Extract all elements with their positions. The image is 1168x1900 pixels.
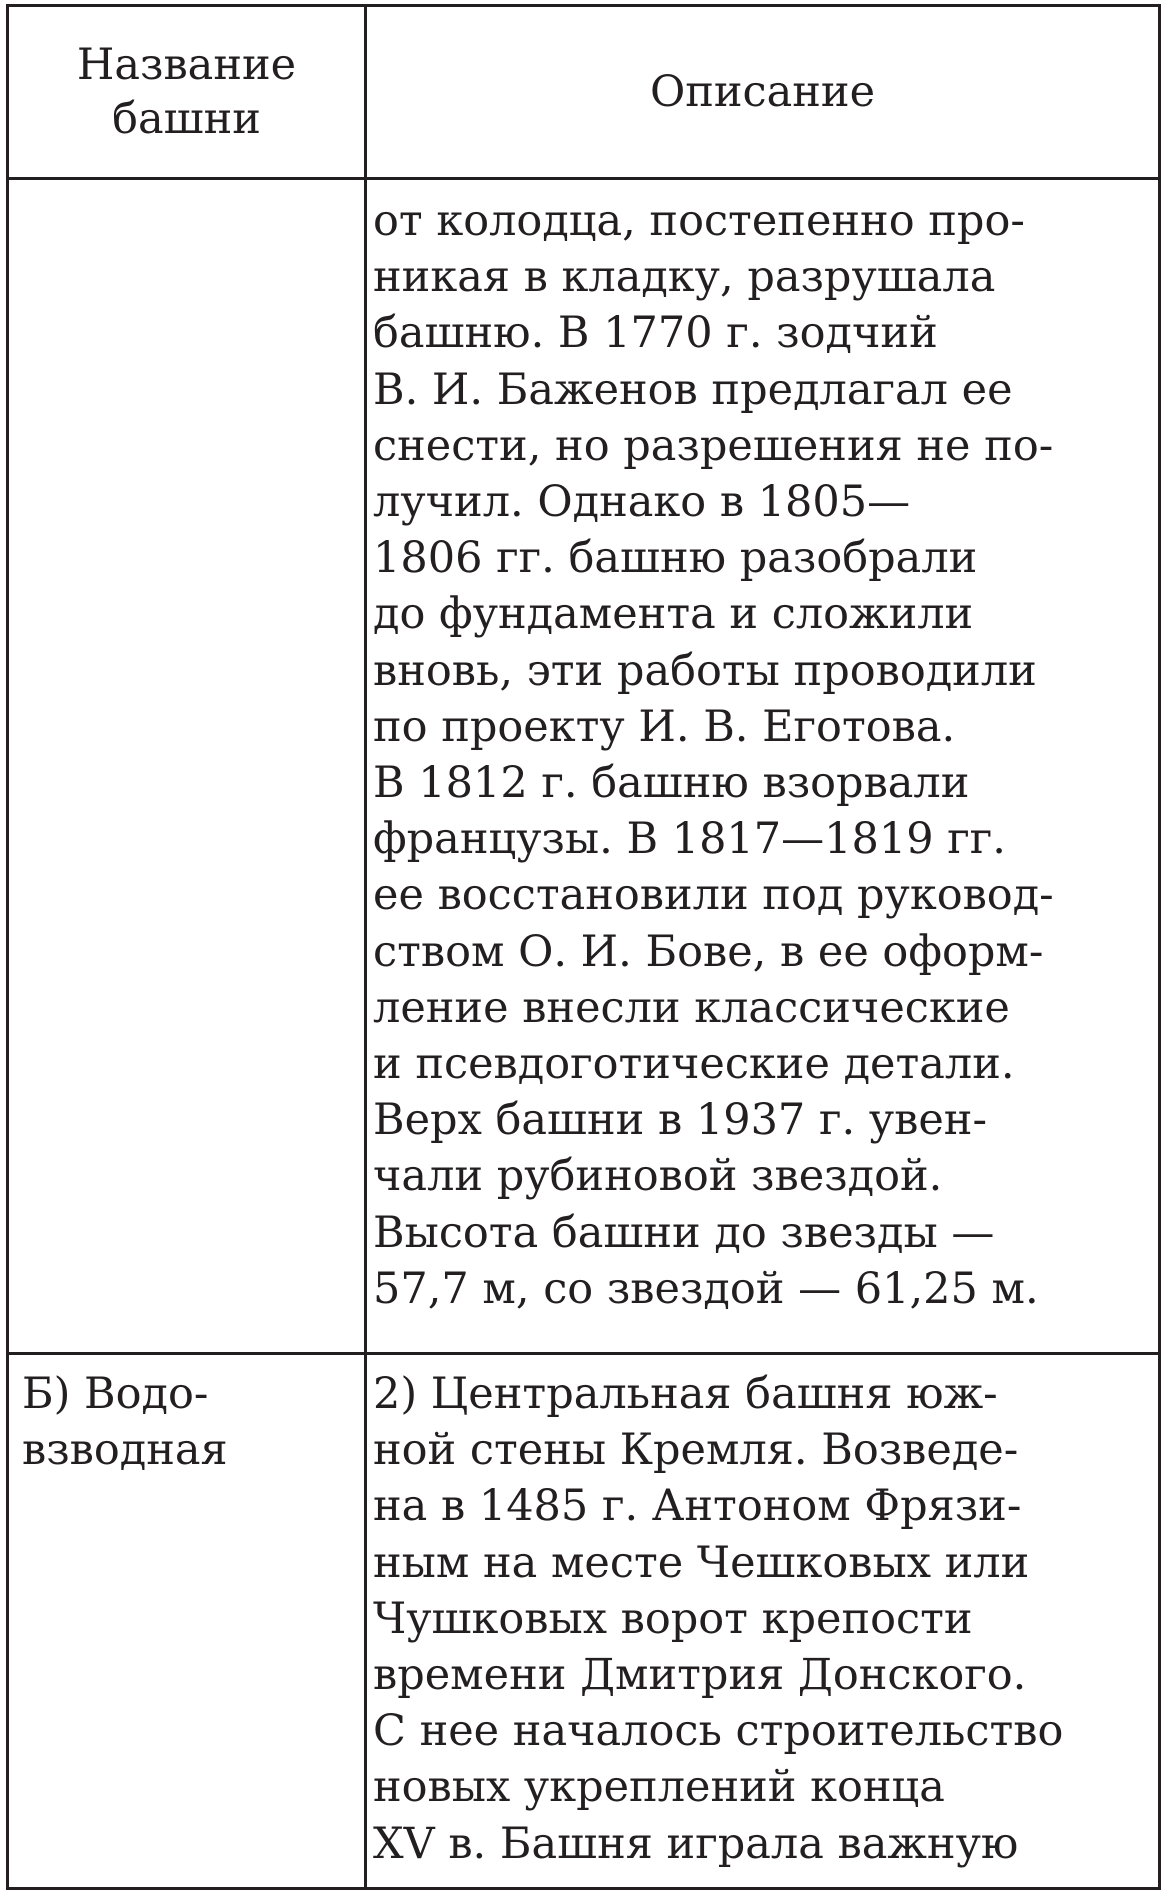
row-divider: [9, 1352, 1158, 1355]
header-description: [367, 7, 1158, 177]
row-2-tower-name: Б) Водо- взводная: [22, 1369, 228, 1476]
header-tower-name: [9, 7, 364, 177]
column-divider: [364, 7, 367, 1887]
row-1-description: от колодца, постепенно про- никая в кладку, разрушала башню. В 1770 г. зодчий В. И. Баженов предлагал ее снести, но разрешения не по- лучил. Однако в 1805— 1806 гг. башню разобрали до фундамента и сложили вновь, эти работы проводили по проекту И. В. Еготова. В 1812 г. башню взорвали французы. В 1817—1819 гг. ее восстановили под руковод- ством О. И. Бове, в ее оформ- ление внесли классические и псевдоготические детали. Верх башни в 1937 г. увен- чали рубиновой звездой. Высота башни до звезды — 57,7 м, со звездой — 61,25 м.: [373, 196, 1054, 1314]
header-divider: [9, 177, 1158, 180]
row-2-description: 2) Центральная башня юж- ной стены Кремля. Возведе- на в 1485 г. Антоном Фрязи- ным на месте Чешковых или Чушковых ворот крепости времени Дмитрия Донского. С нее началось строительство новых укреплений конца XV в. Башня играла важную: [373, 1369, 1064, 1869]
header-tower-name-text: Название башни: [76, 40, 297, 144]
header-description-text: Описание: [649, 67, 876, 117]
